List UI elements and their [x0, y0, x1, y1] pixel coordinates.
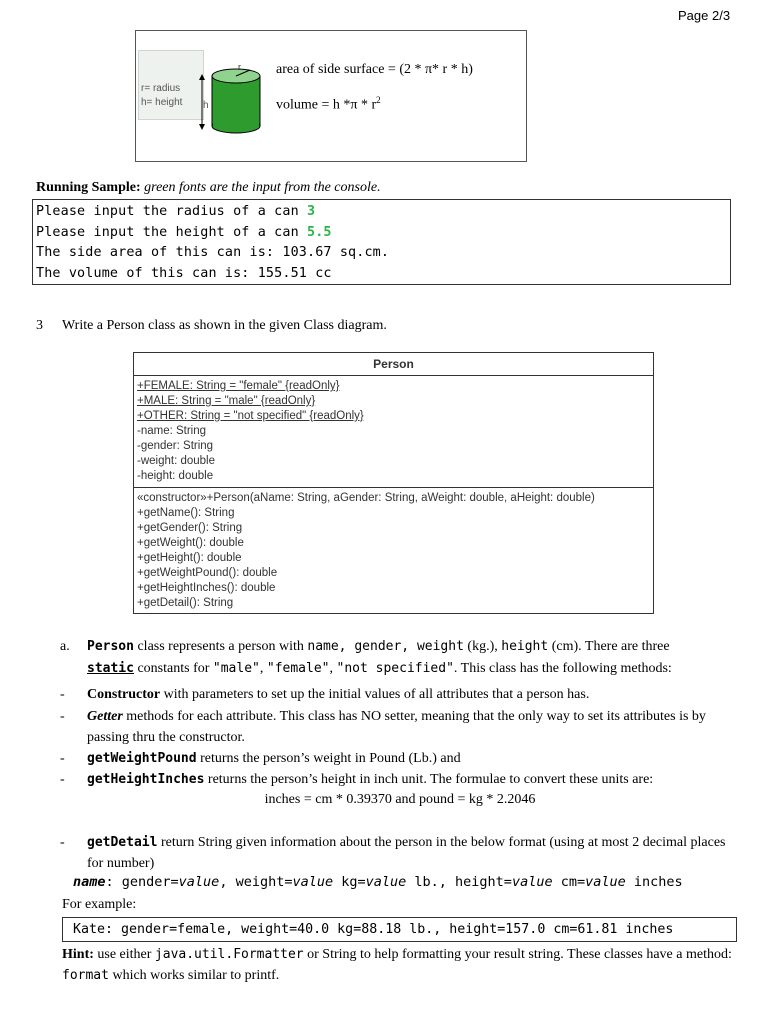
- console-output: [32, 199, 731, 285]
- radius-mark: r: [238, 62, 241, 72]
- uml-attributes: [134, 376, 653, 488]
- uml-method: «constructor»+Person(aName: String, aGender: String, aWeight: double, aHeight: double): [137, 492, 595, 504]
- uml-methods: [134, 488, 653, 614]
- page-number: Page 2/3: [678, 8, 731, 23]
- bullet-weight-pound: - getWeightPound returns the person’s weight in Pound (Lb.) and: [60, 751, 461, 766]
- can-formulas: [276, 55, 473, 121]
- example-output: Kate: gender=female, weight=40.0 kg=88.18 lb., height=157.0 cm=61.81 inches: [62, 917, 737, 942]
- uml-attribute: -height: double: [137, 470, 214, 482]
- uml-method: +getWeightPound(): double: [137, 567, 278, 579]
- uml-method: +getName(): String: [137, 507, 235, 519]
- legend-height: h= height: [141, 97, 183, 108]
- bullet-constructor: - Constructor with parameters to set up the initial values of all attributes that a person has.: [60, 687, 590, 702]
- height-mark: h: [203, 100, 209, 111]
- uml-attribute: -weight: double: [137, 455, 215, 467]
- uml-method: +getDetail(): String: [137, 597, 234, 609]
- legend-radius: r= radius: [141, 83, 181, 94]
- uml-class-diagram: [133, 352, 654, 614]
- detail-format-line: name: gender=value, weight=value kg=value lb., height=value cm=value inches: [73, 874, 683, 890]
- uml-class-name: Person: [134, 353, 653, 376]
- bullet-getter: - Getter methods for each attribute. This class has NO setter, meaning that the only way to set its attributes is by passing thru the constructor.: [60, 709, 706, 745]
- example-label: For example:: [62, 897, 137, 912]
- question-3: 3 Write a Person class as shown in the given Class diagram.: [36, 318, 387, 333]
- conversion-formula: inches = cm * 0.39370 and pound = kg * 2.2046: [264, 792, 536, 807]
- uml-constant: +FEMALE: String = "female" {readOnly}: [137, 380, 340, 392]
- hint-paragraph: Hint: use either java.util.Formatter or String to help formatting your result string. These classes have a method: format which works similar to printf.: [62, 947, 732, 983]
- uml-method: +getWeight(): double: [137, 537, 244, 549]
- uml-method: +getHeight(): double: [137, 552, 242, 564]
- uml-method: +getHeightInches(): double: [137, 582, 276, 594]
- bullet-height-inches: - getHeightInches returns the person’s height in inch unit. The formulae to convert these units are:: [60, 772, 654, 787]
- uml-attribute: -name: String: [137, 425, 207, 437]
- uml-constant: +OTHER: String = "not specified" {readOnly}: [137, 410, 364, 422]
- console-line: The side area of this can is: 103.67 sq.cm.: [36, 245, 390, 261]
- uml-attribute: -gender: String: [137, 440, 214, 452]
- part-a-paragraph: a. Person class represents a person with name, gender, weight (kg.), height (cm). There are three static constants for "male", "female", "not specified". This class has the following methods:: [60, 639, 672, 676]
- formula-volume: volume = h $*\pi * r^2$: [276, 95, 381, 113]
- sample-label: Running Sample: green fonts are the input from the console.: [36, 180, 381, 195]
- console-line: The volume of this can is: 155.51 cc: [36, 265, 332, 281]
- uml-constant: +MALE: String = "male" {readOnly}: [137, 395, 316, 407]
- console-line: Please input the height of a can 5.5: [36, 224, 332, 240]
- console-line: Please input the radius of a can 3: [36, 204, 316, 219]
- uml-method: +getGender(): String: [137, 522, 243, 534]
- formula-side: area of side surface = (2 * π* r * h): [276, 62, 473, 77]
- bullet-get-detail: - getDetail return String given information about the person in the below format (using at most 2 decimal places for number): [60, 835, 726, 871]
- cylinder-illustration: [190, 58, 265, 136]
